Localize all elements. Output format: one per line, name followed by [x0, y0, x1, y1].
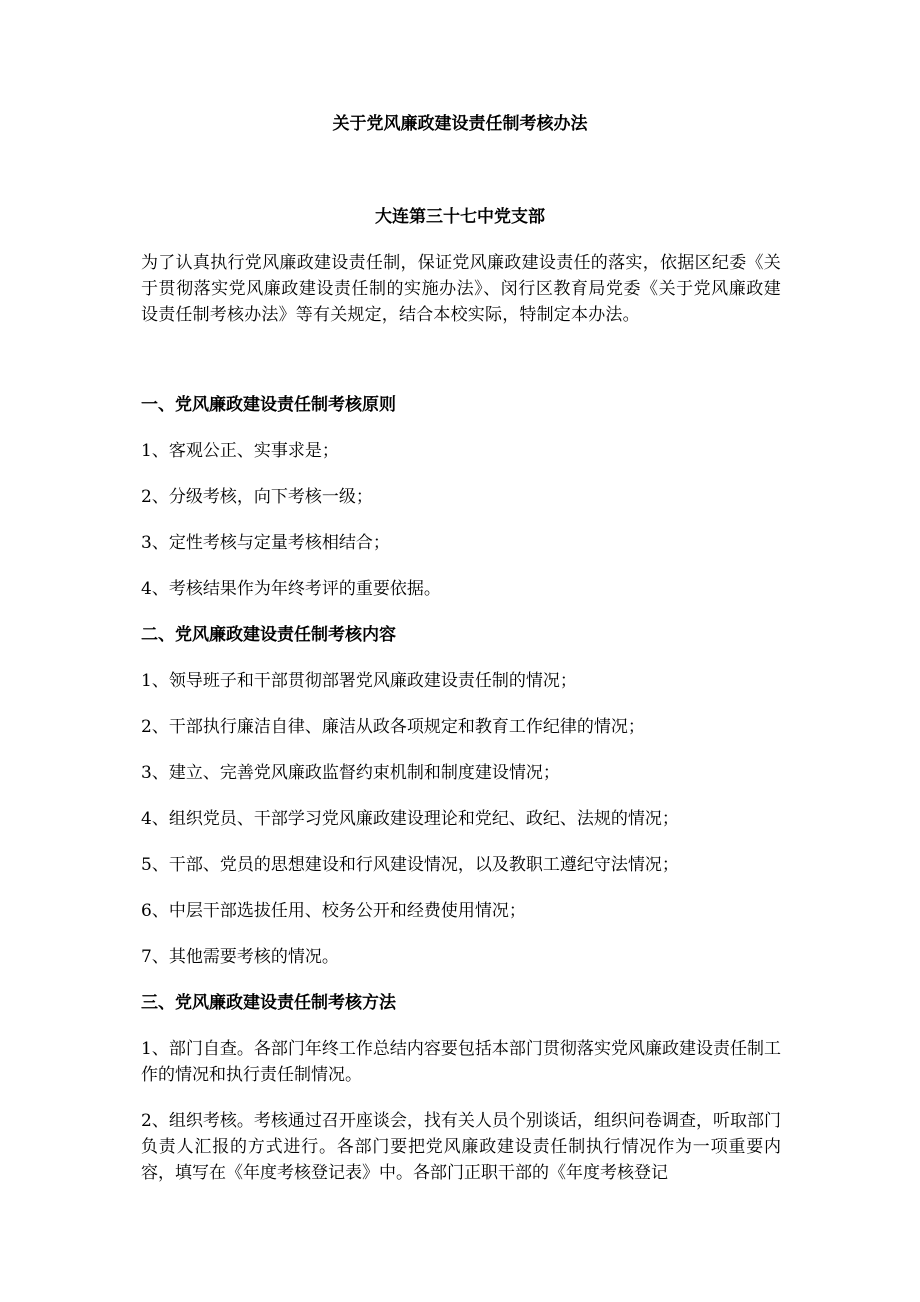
- section-heading-methods: 三、党风廉政建设责任制考核方法: [141, 993, 396, 1013]
- content-item: 2、干部执行廉洁自律、廉洁从政各项规定和教育工作纪律的情况；: [141, 717, 645, 737]
- content-item: 5、干部、党员的思想建设和行风建设情况，以及教职工遵纪守法情况；: [141, 855, 679, 875]
- document-title: 关于党风廉政建设责任制考核办法: [332, 114, 588, 134]
- principle-item: 4、考核结果作为年终考评的重要依据。: [141, 579, 441, 599]
- section-heading-content: 二、党风廉政建设责任制考核内容: [141, 625, 396, 645]
- content-item: 6、中层干部选拔任用、校务公开和经费使用情况；: [141, 901, 526, 921]
- method-item: 2、组织考核。考核通过召开座谈会，找有关人员个别谈话，组织问卷调查，听取部门负责人汇报的方式进行。各部门要把党风廉政建设责任制执行情况作为一项重要内容，填写在《年度考核登记表》中。各部门正职干部的《年度考核登记: [141, 1111, 781, 1183]
- principle-item: 3、定性考核与定量考核相结合；: [141, 533, 390, 553]
- intro-paragraph: 为了认真执行党风廉政建设责任制，保证党风廉政建设责任的落实，依据区纪委《关于贯彻落实党风廉政建设责任制的实施办法》、闵行区教育局党委《关于党风廉政建设责任制考核办法》等有关规定，结合本校实际，特制定本办法。: [141, 253, 781, 325]
- content-item: 4、组织党员、干部学习党风廉政建设理论和党纪、政纪、法规的情况；: [141, 809, 679, 829]
- content-item: 1、领导班子和干部贯彻部署党风廉政建设责任制的情况；: [141, 671, 577, 691]
- document-body: [141, 392, 781, 1206]
- document-organization: 大连第三十七中党支部: [375, 207, 545, 227]
- principle-item: 2、分级考核，向下考核一级；: [141, 487, 373, 507]
- content-item: 7、其他需要考核的情况。: [141, 947, 339, 967]
- method-item: 1、部门自查。各部门年终工作总结内容要包括本部门贯彻落实党风廉政建设责任制工作的情况和执行责任制情况。: [141, 1039, 781, 1085]
- principle-item: 1、客观公正、实事求是；: [141, 441, 339, 461]
- section-heading-principles: 一、党风廉政建设责任制考核原则: [141, 395, 396, 415]
- content-item: 3、建立、完善党风廉政监督约束机制和制度建设情况；: [141, 763, 560, 783]
